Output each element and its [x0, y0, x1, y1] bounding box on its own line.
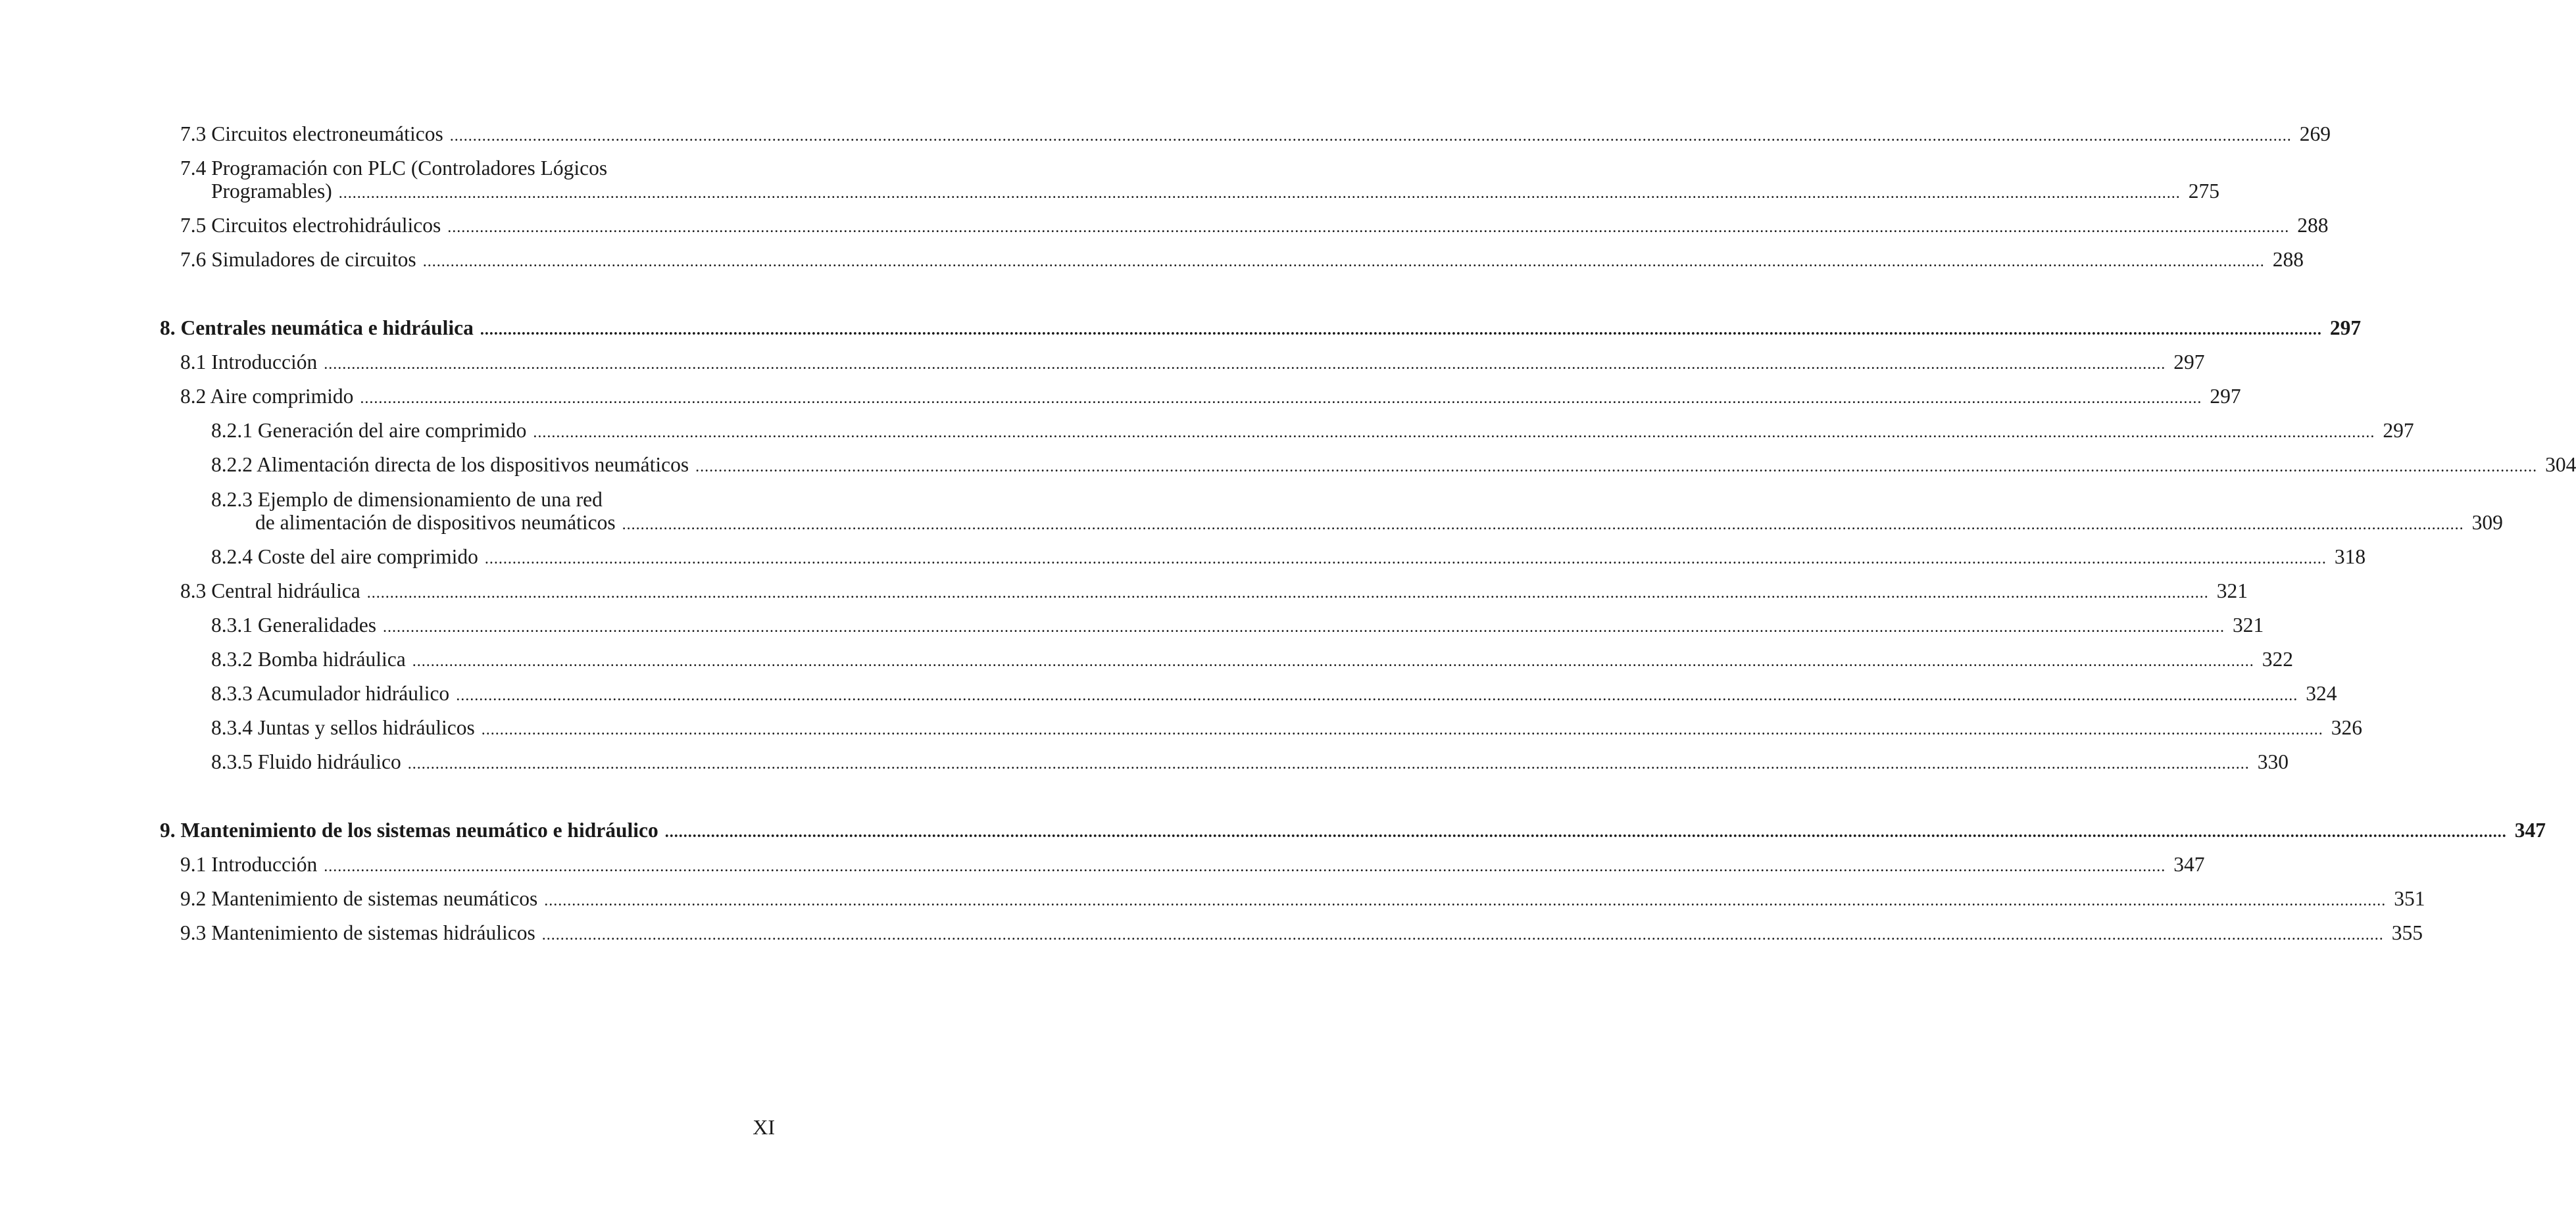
toc-entry-title: 8.1 Introducción: [180, 350, 318, 373]
toc-entry-title: 8. Centrales neumática e hidráulica: [160, 316, 474, 339]
toc-entry-title: de alimentación de dispositivos neumáticos: [255, 511, 616, 534]
toc-page-number: 324: [2306, 682, 2337, 705]
dot-leader: ................................................................................................................................................................................................................................................................................................................................................................................................................: [360, 390, 2202, 407]
toc-entry-title: 9. Mantenimiento de los sistemas neumático e hidráulico: [160, 819, 658, 842]
toc-page-number: 347: [2173, 853, 2205, 876]
toc-entry-title: 8.3.2 Bomba hidráulica: [211, 648, 406, 671]
toc-page-number: 297: [2329, 316, 2362, 339]
dot-leader: ................................................................................................................................................................................................................................................................................................................................................................................................................: [664, 824, 2507, 841]
toc-page-number: 304: [2545, 453, 2576, 476]
toc-entry-title: 8.3 Central hidráulica: [180, 579, 360, 602]
toc-entry-title: 9.1 Introducción: [180, 853, 318, 876]
toc-page-number: 297: [2173, 350, 2205, 373]
toc-entry-title: 8.3.4 Juntas y sellos hidráulicos: [211, 716, 475, 739]
toc-page-number: 347: [2514, 819, 2546, 842]
dot-leader: ................................................................................................................................................................................................................................................................................................................................................................................................................: [383, 619, 2225, 636]
toc-entry-title: 9.3 Mantenimiento de sistemas hidráulicos: [180, 921, 535, 944]
dot-leader: ................................................................................................................................................................................................................................................................................................................................................................................................................: [324, 356, 2166, 373]
dot-leader: ................................................................................................................................................................................................................................................................................................................................................................................................................: [447, 219, 2290, 236]
dot-leader: ................................................................................................................................................................................................................................................................................................................................................................................................................: [480, 322, 2322, 339]
toc-page-number: 355: [2391, 921, 2423, 944]
toc-entry-title: 8.2.4 Coste del aire comprimido: [211, 545, 478, 568]
toc-page-number: 321: [2216, 579, 2248, 602]
dot-leader: ................................................................................................................................................................................................................................................................................................................................................................................................................: [456, 687, 2298, 704]
dot-leader: ................................................................................................................................................................................................................................................................................................................................................................................................................: [366, 585, 2209, 602]
toc-entry-title: 8.2.3 Ejemplo de dimensionamiento de una red: [211, 488, 603, 511]
toc-entry-title: 8.2 Aire comprimido: [180, 385, 354, 408]
toc-page-number: 275: [2188, 180, 2219, 203]
dot-leader: ................................................................................................................................................................................................................................................................................................................................................................................................................: [695, 458, 2538, 475]
toc-entry-title: 9.2 Mantenimiento de sistemas neumáticos: [180, 887, 538, 910]
toc-page-number: 309: [2471, 511, 2503, 534]
toc-page-number: 297: [2383, 419, 2414, 442]
toc-page-number: 330: [2257, 750, 2289, 773]
dot-leader: ................................................................................................................................................................................................................................................................................................................................................................................................................: [449, 128, 2292, 145]
dot-leader: ................................................................................................................................................................................................................................................................................................................................................................................................................: [481, 721, 2323, 738]
toc-entry-title: Programables): [211, 180, 332, 203]
toc-page-number: 321: [2233, 614, 2264, 637]
dot-leader: ................................................................................................................................................................................................................................................................................................................................................................................................................: [407, 756, 2250, 773]
dot-leader: ................................................................................................................................................................................................................................................................................................................................................................................................................: [412, 653, 2254, 670]
page-number: XI: [753, 1115, 775, 1139]
toc-page-number: 269: [2299, 122, 2331, 145]
dot-leader: ................................................................................................................................................................................................................................................................................................................................................................................................................: [338, 185, 2181, 202]
toc-page-number: 326: [2331, 716, 2362, 739]
toc-entry-title: 7.6 Simuladores de circuitos: [180, 248, 416, 271]
toc-entry-title: 8.2.1 Generación del aire comprimido: [211, 419, 527, 442]
toc-page-number: 318: [2334, 545, 2366, 568]
dot-leader: ................................................................................................................................................................................................................................................................................................................................................................................................................: [533, 424, 2375, 441]
toc-entry-title: 7.5 Circuitos electrohidráulicos: [180, 214, 441, 237]
toc-entry-title: 7.3 Circuitos electroneumáticos: [180, 122, 443, 145]
toc-page-number: 297: [2210, 385, 2241, 408]
toc-entry-title: 8.3.5 Fluido hidráulico: [211, 750, 401, 773]
toc-page-number: 288: [2272, 248, 2304, 271]
dot-leader: ................................................................................................................................................................................................................................................................................................................................................................................................................: [484, 550, 2327, 567]
dot-leader: ................................................................................................................................................................................................................................................................................................................................................................................................................: [544, 892, 2387, 909]
dot-leader: ................................................................................................................................................................................................................................................................................................................................................................................................................: [541, 926, 2384, 944]
toc-entry-title: 7.4 Programación con PLC (Controladores Lógicos: [180, 156, 608, 180]
dot-leader: ................................................................................................................................................................................................................................................................................................................................................................................................................: [324, 858, 2166, 875]
toc-page-number: 351: [2394, 887, 2425, 910]
toc-entry-title: 8.2.2 Alimentación directa de los dispositivos neumáticos: [211, 453, 689, 476]
toc-entry-title: 8.3.3 Acumulador hidráulico: [211, 682, 450, 705]
dot-leader: ................................................................................................................................................................................................................................................................................................................................................................................................................: [422, 253, 2265, 270]
toc-page-number: 322: [2262, 648, 2293, 671]
toc-entry-title: 8.3.1 Generalidades: [211, 614, 377, 637]
toc-page-number: 288: [2297, 214, 2329, 237]
dot-leader: ................................................................................................................................................................................................................................................................................................................................................................................................................: [622, 516, 2464, 533]
